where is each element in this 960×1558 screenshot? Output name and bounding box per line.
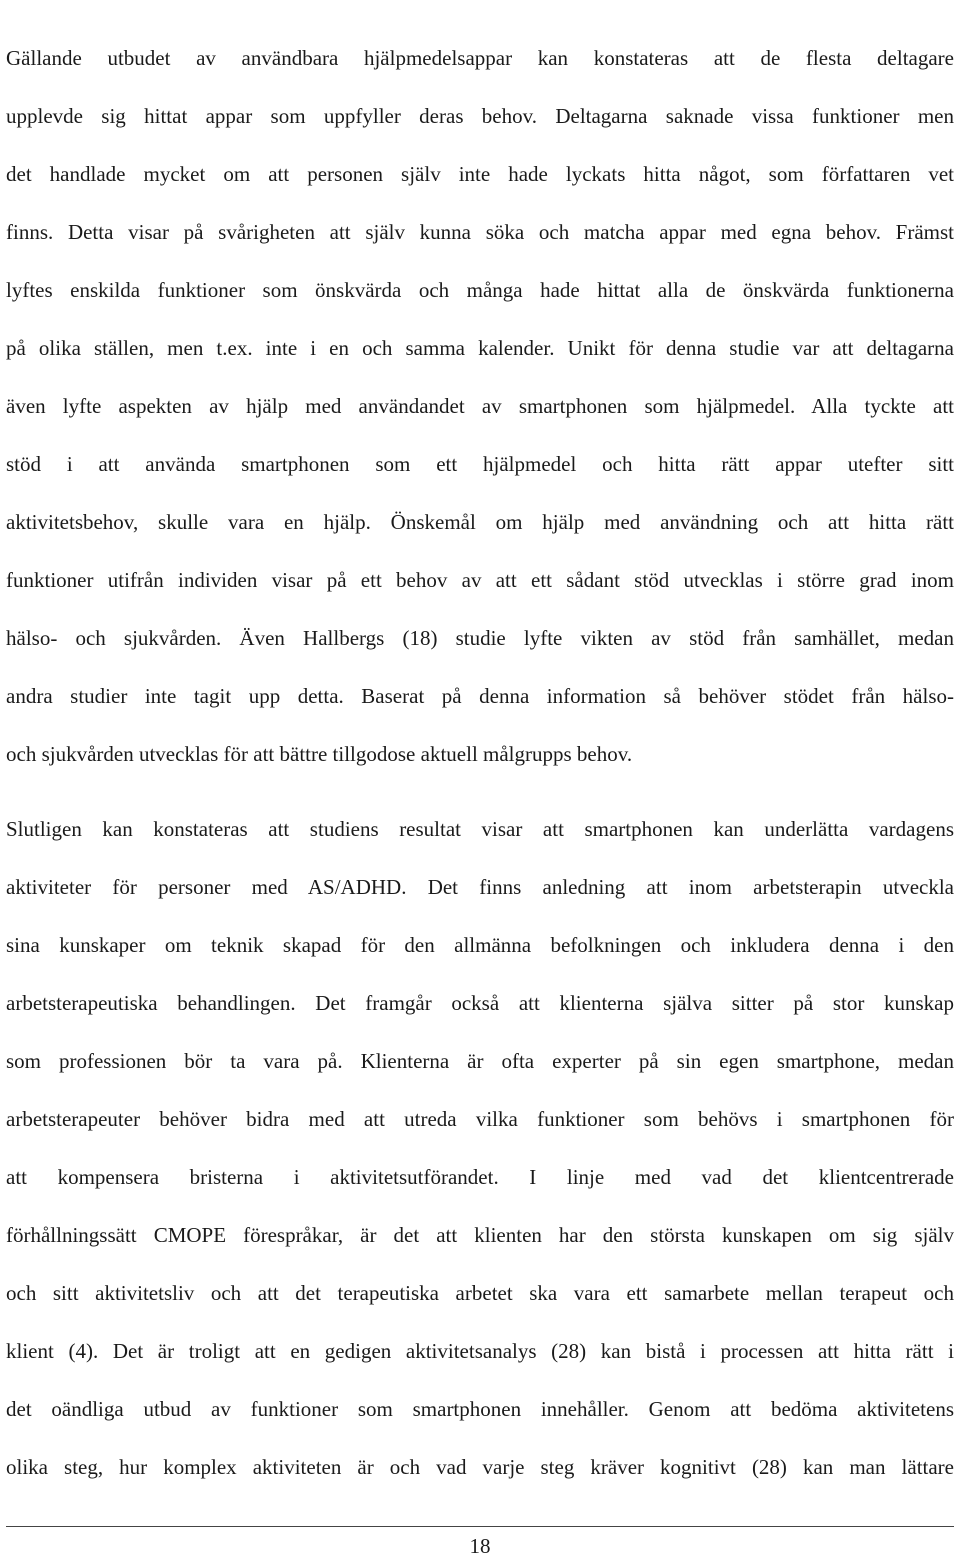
text-line: andra studier inte tagit upp detta. Baserat på denna information så behöver stödet från hälso-	[6, 684, 954, 708]
text-line: och sjukvården utvecklas för att bättre tillgodose aktuell målgrupps behov.	[6, 742, 633, 766]
text-line: även lyfte aspekten av hjälp med användandet av smartphonen som hjälpmedel. Alla tyckte att	[6, 394, 954, 418]
text-line: Gällande utbudet av användbara hjälpmedelsappar kan konstateras att de flesta deltagare	[6, 46, 954, 70]
text-line: olika steg, hur komplex aktiviteten är och vad varje steg kräver kognitivt (28) kan man lättare	[6, 1455, 954, 1479]
text-line: som professionen bör ta vara på. Klienterna är ofta experter på sin egen smartphone, medan	[6, 1049, 954, 1073]
text-line: sina kunskaper om teknik skapad för den allmänna befolkningen och inkludera denna i den	[6, 933, 954, 957]
page-number: 18	[469, 1534, 491, 1558]
text-line: stöd i att använda smartphonen som ett hjälpmedel och hitta rätt appar utefter sitt	[6, 452, 954, 476]
text-line: det oändliga utbud av funktioner som smartphonen innehåller. Genom att bedöma aktivitetens	[6, 1397, 954, 1421]
text-line: att kompensera bristerna i aktivitetsutförandet. I linje med vad det klientcentrerade	[6, 1165, 954, 1189]
footer-divider	[6, 1526, 954, 1527]
text-line: aktiviteter för personer med AS/ADHD. Det finns anledning att inom arbetsterapin utveckla	[6, 875, 954, 899]
text-line: lyftes enskilda funktioner som önskvärda och många hade hittat alla de önskvärda funktionerna	[6, 278, 954, 302]
text-line: finns. Detta visar på svårigheten att själv kunna söka och matcha appar med egna behov. Främst	[6, 220, 954, 244]
text-line: hälso- och sjukvården. Även Hallbergs (18) studie lyfte vikten av stöd från samhället, medan	[6, 626, 954, 650]
text-line: och sitt aktivitetsliv och att det terapeutiska arbetet ska vara ett samarbete mellan terapeut och	[6, 1281, 954, 1305]
text-line: på olika ställen, men t.ex. inte i en och samma kalender. Unikt för denna studie var att deltagarna	[6, 336, 954, 360]
text-line: det handlade mycket om att personen själv inte hade lyckats hitta något, som författaren vet	[6, 162, 954, 186]
text-line: funktioner utifrån individen visar på ett behov av att ett sådant stöd utvecklas i större grad inom	[6, 568, 954, 592]
text-line: förhållningssätt CMOPE förespråkar, är det att klienten har den största kunskapen om sig själv	[6, 1223, 954, 1247]
text-line: arbetsterapeuter behöver bidra med att utreda vilka funktioner som behövs i smartphonen för	[6, 1107, 954, 1131]
text-line: klient (4). Det är troligt att en gedigen aktivitetsanalys (28) kan bistå i processen att hitta rätt i	[6, 1339, 954, 1363]
text-line: arbetsterapeutiska behandlingen. Det framgår också att klienterna själva sitter på stor kunskap	[6, 991, 954, 1015]
text-line: Slutligen kan konstateras att studiens resultat visar att smartphonen kan underlätta vardagens	[6, 817, 954, 841]
text-line: upplevde sig hittat appar som uppfyller deras behov. Deltagarna saknade vissa funktioner men	[6, 104, 954, 128]
text-line: aktivitetsbehov, skulle vara en hjälp. Önskemål om hjälp med användning och att hitta rätt	[6, 510, 954, 534]
